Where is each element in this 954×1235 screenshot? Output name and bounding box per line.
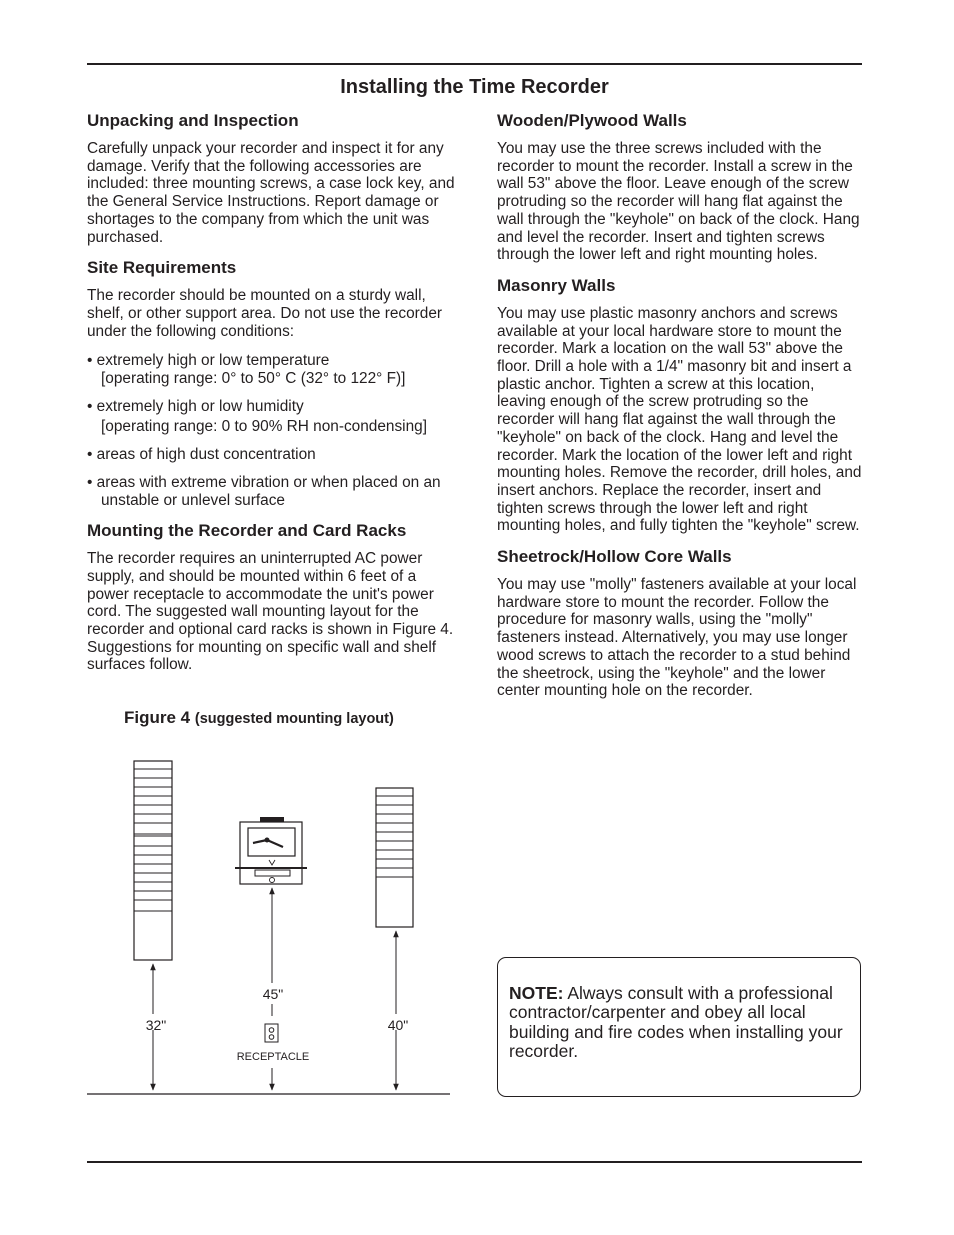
note-box: [497, 957, 861, 1097]
left-rack-height-label: 32": [145, 1017, 167, 1033]
masonry-walls-heading: Masonry Walls: [497, 275, 616, 295]
note-label: NOTE:: [509, 983, 564, 1003]
unpacking-body: Carefully unpack your recorder and inspect it for any damage. Verify that the following accessories are included: three mounting screws, a case lock key, and the General Service Instructions. Report damage or shortages to the company from which the unit was purchased.: [87, 140, 455, 246]
receptacle-label: RECEPTACLE: [236, 1051, 310, 1063]
unpacking-heading: Unpacking and Inspection: [87, 111, 299, 130]
wooden-walls-heading: Wooden/Plywood Walls: [497, 111, 687, 130]
condition-humidity: [87, 398, 455, 436]
condition-text: • extremely high or low temperature: [87, 352, 330, 370]
mounting-layout-diagram: [80, 750, 460, 1102]
bottom-rule: [87, 1161, 862, 1163]
site-requirements-heading: Site Requirements: [87, 258, 237, 278]
masonry-walls-body: You may use plastic masonry anchors and screws available at your local hardware store to mount the recorder. Mark a location on the wall 53" above the floor. Drill a hole with a 1/4" masonry bit and insert a plastic anchor. Tighten a screw at this location, leaving enough of the screw protruding so the recorder will hang flat against the wall through the "keyhole" on back of the clock. Hang and level the recorder. Mark the location of the lower left and right mounting holes. Remove the recorder, drill holes, and insert anchors. Replace the recorder, insert and tighten screws through the lower left and right mounting holes, and fully tighten the "keyhole" screw.: [497, 304, 862, 535]
right-column: [497, 111, 863, 712]
top-rule: [87, 63, 862, 65]
sheetrock-walls-heading: Sheetrock/Hollow Core Walls: [497, 547, 732, 567]
mounting-body: The recorder requires an uninterrupted AC power supply, and should be mounted within 6 feet of a power receptacle to accommodate the unit's power cord. The suggested wall mounting layout for the recorder and optional card racks is shown in Figure 4. Suggestions for mounting on specific wall and shelf surfaces follow.: [87, 550, 454, 674]
condition-text: • extremely high or low humidity: [87, 397, 304, 415]
sheetrock-walls-body: You may use "molly" fasteners available at your local hardware store to mount the recorder. Follow the procedure for masonry walls, using the "molly" fasteners instead. Alternatively, you may use longer wood screws to attach the recorder to a stud behind the sheetrock, using the "keyhole" and the lower center mounting hole on the recorder.: [497, 576, 857, 700]
condition-temperature: [87, 352, 455, 387]
receptacle-icon: [265, 1024, 278, 1042]
figure-caption-text: (suggested mounting layout): [194, 711, 394, 727]
left-column: [87, 111, 455, 686]
note-body: Always consult with a professional contractor/carpenter and obey all local building and fire codes when installing your recorder.: [509, 983, 843, 1061]
mounting-heading: Mounting the Recorder and Card Racks: [87, 521, 407, 541]
wooden-walls-body: You may use the three screws included with the recorder to mount the recorder. Install a screw in the wall 53" above the floor. Leave enough of the screw protruding so the recorder will hang flat against the wall through the "keyhole" on back of the clock. Hang and level the recorder. Insert and tighten screws through the lower left and right mounting holes.: [497, 140, 860, 264]
page-title: Installing the Time Recorder: [340, 76, 609, 98]
note-text: [509, 984, 850, 1061]
left-card-rack: [134, 761, 172, 960]
right-card-rack: [376, 788, 413, 927]
right-rack-height-label: 40": [387, 1017, 409, 1033]
condition-text: • areas with extreme vibration or when placed on an unstable or unlevel surface: [87, 473, 441, 509]
condition-dust: [87, 446, 455, 464]
condition-vibration: [87, 474, 455, 509]
condition-range: [operating range: 0 to 90% RH non-condensing]: [101, 418, 427, 436]
condition-text: • areas of high dust concentration: [87, 446, 316, 464]
condition-range: [operating range: 0° to 50° C (32° to 122° F)]: [101, 370, 406, 388]
figure-label: Figure 4: [124, 708, 191, 727]
recorder-height-label: 45": [262, 986, 284, 1002]
figure-caption: [124, 708, 394, 728]
time-recorder-drawing: [235, 817, 307, 884]
site-requirements-body: The recorder should be mounted on a sturdy wall, shelf, or other support area. Do not use the recorder under the following conditions:: [87, 287, 443, 340]
